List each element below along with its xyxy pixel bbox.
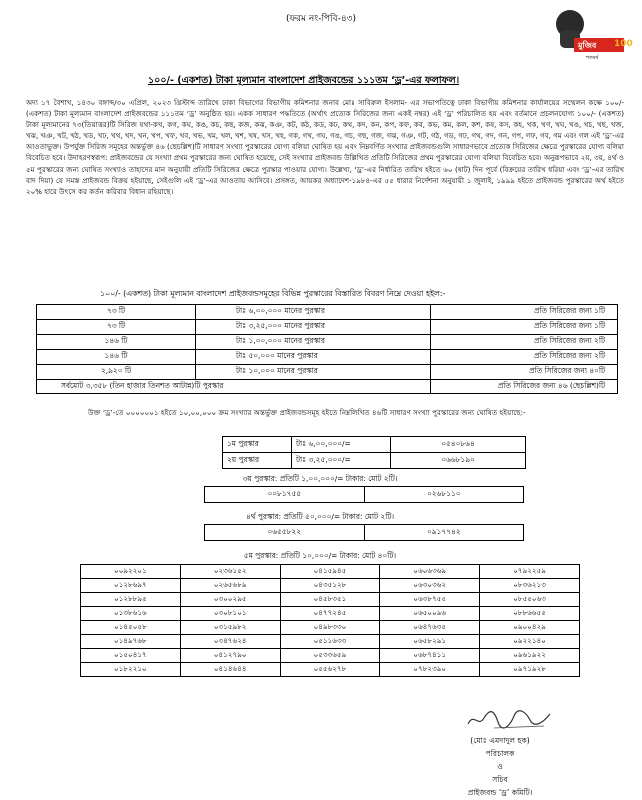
mujib-borsho-logo bbox=[548, 2, 633, 64]
table-row bbox=[81, 565, 580, 579]
body-paragraph: অদ্য ১৭ বৈশাখ, ১৪৩০ বঙ্গাব্দ/৩০ এপ্রিল, ২০২৩ খ্রিস্টাব্দ তারিখে ঢাকা বিভাগের বিভাগীয় কমিশনার জনাব মোঃ সাবিরুল ইসলাম- এর সভাপতিত্বে ঢাকা বিভাগীয় কমিশনার কার্যালয়ের সম্মেলন কক্ষে ১০০/- (একশত) টাকা মূল্যমান বাংলাদেশ প্রাইজবন্ডের ১১১তম ‘ড্র’ অনুষ্ঠিত হয়। একক সাধারণ পদ্ধতিতে (অর্থাৎ প্রত্যেক সিরিজের জন্য একই নম্বর) এই ‘ড্র’ পরিচালিত হয় এবং বর্তমানে প্রচলনযোগ্য ১০০/- (একশত) টাকা মূল্যমানের ৭৩(তিয়াত্তর)টি সিরিজ যথা-কখ, কগ, কঘ, কঙ, কচ, কছ, কজ, কঝ, কঞ, কট, কঠ, কড, কঢ, কথ, কদ, কন, কপ, কফ, কব, কভ, কম, কল, কশ, কষ, কস, কহ, খক, খগ, খঘ, খঙ, খচ, খছ, খজ, খঝ, খঞ, খট, খঠ, খড, খঢ, খথ, খদ, খন, খপ, খফ, খব, খভ, খম, খল, খশ, খষ, খস, খহ, গক, গখ, গঘ, গঙ, গচ, গছ, গজ, গঝ, গঞ, গট, গঠ, গড, গঢ, গথ, গদ, গন, গপ, গফ, গব, গম এবং গল এই ‘ড্র’-এর আওতাভুক্ত। উপর্যুক্ত সিরিজ সমূহের অন্তর্ভুক্ত ৪৬ (ছেচল্লিশ)টি সাধারণ সংখ্যা পুরস্কারের যোগ্য বলিয়া ঘোষিত হয় এবং নিম্নবর্ণিত সংখ্যার প্রাইজবন্ডগুলি সাধারণভাবে প্রত্যেক সিরিজের ক্ষেত্রে পুরস্কারের যোগ্য বলিয়া বিবেচিত হবে। উদাহরণস্বরূপ: প্রাইজবন্ডের যে সংখ্যা প্রথম পুরস্কারের জন্য ঘোষিত হয়েছে, সেই সংখ্যার প্রাইজবন্ড উল্লিখিত প্রতিটি সিরিজের প্রথম পুরস্কারের যোগ্য বলিয়া বিবেচিত হবে। অনুরূপভাবে ২য়, ৩য়, ৪র্থ ও ৫ম পুরস্কারের জন্য ঘোষিত সংখ্যাও তাহাদের মান অনুযায়ী প্রতিটি সিরিজের ক্ষেত্রে পুরস্কার পাওয়ার যোগ্য। উল্লেখ্য, ‘ড্র’-এর নির্ধারিত তারিখ হইতে ৬০ (ষাট) দিন পূর্বে (বিক্রয়ের তারিখ ধরিয়া এবং ‘ড্র’-এর তারিখ বাদ দিয়া) যে সমস্ত প্রাইজবন্ড বিক্রয় হইয়াছে, সেইগুলি এই ‘ড্র’-এর আওতায় আসিবে। প্রসঙ্গত, আয়কর অধ্যাদেশ-১৯৮৪-এর ৫৫ ধারার নির্দেশনা অনুযায়ী ১ জুলাই, ১৯৯৯ হইতে প্রাইজবন্ড পুরস্কারের অর্থ হইতে ২০% হারে উৎসে কর কর্তন করিবার বিধান রহিয়াছে। bbox=[26, 98, 625, 196]
table-row bbox=[81, 621, 580, 635]
svg-text:মুজিব: মুজিব bbox=[578, 41, 597, 50]
fifth-prize-number: ০৬৫৮২৯১ bbox=[380, 635, 480, 649]
prize-count: ৭৩ টি bbox=[37, 305, 196, 320]
signatory-designation: পরিচালক bbox=[485, 749, 515, 758]
fifth-prize-number: ০৬৩৮৭৫৫ bbox=[380, 593, 480, 607]
prize-per-series: প্রতি সিরিজের জন্য ১টি bbox=[431, 305, 618, 320]
fifth-prize-number: ০২৩৬১৫২ bbox=[180, 565, 280, 579]
fifth-prize-number: ০৮৫৫০৬৩ bbox=[480, 593, 580, 607]
table-row bbox=[81, 635, 580, 649]
fifth-prize-number: ০১২৮৬৯৭ bbox=[81, 579, 181, 593]
fourth-prize-number: ০৬৫৫৮২২ bbox=[205, 525, 365, 541]
fifth-prize-number: ০৪১৫৯৪৫ bbox=[280, 565, 380, 579]
top-prize-table bbox=[222, 436, 526, 469]
prize-per-series: প্রতি সিরিজের জন্য ২টি bbox=[431, 350, 618, 365]
fifth-prize-number: ০৩০০২৯৫ bbox=[180, 593, 280, 607]
table-row bbox=[81, 607, 580, 621]
fifth-prize-number: ০১৫০৪১৭ bbox=[81, 649, 181, 663]
fifth-prize-number: ০৫১১৬৩৩ bbox=[280, 635, 380, 649]
logo-badge: 100 bbox=[614, 39, 633, 49]
fifth-prize-number: ০৪৯৮৩৩০ bbox=[280, 621, 380, 635]
fifth-prize-number: ০৬০৬৩৬৯ bbox=[380, 565, 480, 579]
fifth-prize-number: ০৬৪৭৬৩৫ bbox=[380, 621, 480, 635]
fifth-prize-number: ০৯২২১৪০ bbox=[480, 635, 580, 649]
third-prize-number: ০২৬৮১১০ bbox=[364, 487, 524, 503]
fifth-prize-number: ০১৪৫০৫৮ bbox=[81, 621, 181, 635]
prize-amount: টাঃ ৫০,০০০ মানের পুরস্কার bbox=[196, 350, 431, 365]
signatory-committee: প্রাইজবন্ড ‘ড্র’ কমিটি। bbox=[467, 788, 533, 797]
prize-amount: টাঃ ১০,০০০ মানের পুরস্কার bbox=[196, 365, 431, 380]
table-row bbox=[223, 453, 526, 469]
prize-amount: টাঃ ৩,২৫,০০০ মানের পুরস্কার bbox=[196, 320, 431, 335]
handwritten-signature bbox=[464, 706, 554, 732]
table-row bbox=[37, 365, 618, 380]
fifth-prize-number: ০৭৮২৩৯০ bbox=[380, 663, 480, 677]
table-row bbox=[37, 320, 618, 335]
fifth-prize-number: ০৪১৪৬৪৪ bbox=[180, 663, 280, 677]
svg-text:শতবর্ষ: শতবর্ষ bbox=[586, 55, 599, 61]
prize-amount: টাঃ ৬,০০,০০০ মানের পুরস্কার bbox=[196, 305, 431, 320]
third-prize-number: ০০৮১৭৫৫ bbox=[205, 487, 365, 503]
fifth-prize-number: ০৩০৮১০১ bbox=[180, 607, 280, 621]
fifth-prize-number: ০৫৩৩৬৫৯ bbox=[280, 649, 380, 663]
table-row bbox=[81, 579, 580, 593]
page-title: ১০০/- (একশত) টাকা মূল্যমান বাংলাদেশ প্রাইজবন্ডের ১১১তম ‘ড্র’-এর ফলাফল। bbox=[148, 75, 460, 86]
fifth-prize-number: ০৮৩৬২১৩ bbox=[480, 579, 580, 593]
table-row bbox=[37, 335, 618, 350]
third-prize-table bbox=[204, 486, 524, 503]
signatory-and: ও bbox=[497, 762, 503, 771]
top-prize-label: ১ম পুরস্কার bbox=[223, 437, 292, 453]
fifth-prize-number: ০৪৭৭২৪৫ bbox=[280, 607, 380, 621]
prize-per-series: প্রতি সিরিজের জন্য ১টি bbox=[431, 320, 618, 335]
draw-range-text: উক্ত ‘ড্র’-তে ০০০০০০১ হইতে ১০,০০,০০০ ক্রম সংখ্যার অন্তর্ভুক্ত প্রাইজবন্ডসমূহ হইতে নিম্নলিখিত ৪৬টি সাধারণ সংখ্যা পুরস্কারের জন্য ঘোষিত হইয়াছে:- bbox=[88, 408, 526, 417]
fifth-prize-number: ০৪৩৫১২৮ bbox=[280, 579, 380, 593]
top-prize-amount: টাঃ ৬,০০,০০০/= bbox=[292, 437, 391, 453]
fifth-prize-number: ০৬৩০৩৬২ bbox=[380, 579, 480, 593]
fifth-prize-number: ০৩১৫৯৮২ bbox=[180, 621, 280, 635]
prize-count: ২,৯২০ টি bbox=[37, 365, 196, 380]
prize-intro: ১০০/- (একশত) টাকা মূল্যমান বাংলাদেশ প্রাইজবন্ডসমূহের বিভিন্ন পুরস্কারের বিস্তারিত বিবরণ নিম্নে দেওয়া হইল:- bbox=[100, 289, 446, 298]
fifth-prize-number: ০৪৫৮৩৫১ bbox=[280, 593, 380, 607]
top-prize-amount: টাঃ ৩,২৫,০০০/= bbox=[292, 453, 391, 469]
prize-total-per-series: প্রতি সিরিজের জন্য ৪৬ (ছেচল্লিশ)টি bbox=[431, 380, 618, 394]
prize-count: ১৪৬ টি bbox=[37, 335, 196, 350]
fifth-prize-number: ০২৬৫৬৮৯ bbox=[180, 579, 280, 593]
table-row bbox=[223, 437, 526, 453]
fifth-prize-number: ০৯০০৪২৯ bbox=[480, 621, 580, 635]
form-number: (ফরম নং-পিবি-৪৩) bbox=[285, 14, 357, 24]
table-row bbox=[37, 305, 618, 320]
table-row bbox=[37, 350, 618, 365]
fifth-prize-number: ০১৮২২১০ bbox=[81, 663, 181, 677]
prize-per-series: প্রতি সিরিজের জন্য ২টি bbox=[431, 335, 618, 350]
third-prize-heading: ৩য় পুরস্কার: প্রতিটি ১,০০,০০০/= টাকার: মোট ২টি। bbox=[242, 474, 398, 483]
table-row-total bbox=[37, 380, 618, 394]
fifth-prize-number: ০৬৫০০৯৬ bbox=[380, 607, 480, 621]
table-row bbox=[81, 593, 580, 607]
fifth-prize-number: ০৯৭১৯২৮ bbox=[480, 663, 580, 677]
top-prize-number: ০৬৬৮১৯০ bbox=[391, 453, 526, 469]
fifth-prize-number: ০৯৬১৯২২ bbox=[480, 649, 580, 663]
table-row bbox=[205, 525, 524, 541]
fifth-prize-number: ০৩৪৭৬২৪ bbox=[180, 635, 280, 649]
fifth-prize-heading: ৫ম পুরস্কার: প্রতিটি ১০,০০০/= টাকার: মোট ৪০টি। bbox=[243, 551, 397, 560]
table-row bbox=[81, 649, 580, 663]
prize-count: ৭৩ টি bbox=[37, 320, 196, 335]
fifth-prize-number: ০৬৮৭৪১১ bbox=[380, 649, 480, 663]
table-row bbox=[205, 487, 524, 503]
prize-amount: টাঃ ১,০০,০০০ মানের পুরস্কার bbox=[196, 335, 431, 350]
prize-count: ১৪৬ টি bbox=[37, 350, 196, 365]
prize-total-label: সর্বমোট ৩,৩৫৮ (তিন হাজার তিনশত আটান্ন)টি পুরস্কার bbox=[37, 380, 431, 394]
fourth-prize-heading: ৪র্থ পুরস্কার: প্রতিটি ৫০,০০০/= টাকার: মোট ২টি। bbox=[245, 512, 395, 521]
top-prize-number: ০৫৪০৮৬৪ bbox=[391, 437, 526, 453]
signatory-role: সচিব bbox=[492, 775, 508, 784]
fifth-prize-number: ০৪১২৭৯০ bbox=[180, 649, 280, 663]
fifth-prize-table bbox=[80, 564, 580, 677]
fifth-prize-number: ০৭৯২২৫৯ bbox=[480, 565, 580, 579]
fourth-prize-number: ০৯১৭৭৪২ bbox=[364, 525, 524, 541]
prize-summary-table bbox=[36, 304, 618, 394]
fifth-prize-number: ০৫৫৬২৭৮ bbox=[280, 663, 380, 677]
table-row bbox=[81, 663, 580, 677]
fifth-prize-number: ০৮৮৬৬৫৫ bbox=[480, 607, 580, 621]
prize-per-series: প্রতি সিরিজের জন্য ৪০টি bbox=[431, 365, 618, 380]
top-prize-label: ২য় পুরস্কার bbox=[223, 453, 292, 469]
fourth-prize-table bbox=[204, 524, 524, 541]
fifth-prize-number: ০১৪৯৭৬৮ bbox=[81, 635, 181, 649]
signatory-name: (মোঃ এমদাদুল হক) bbox=[470, 736, 530, 745]
fifth-prize-number: ০০৯২২০১ bbox=[81, 565, 181, 579]
fifth-prize-number: ০১২৮৮৯৫ bbox=[81, 593, 181, 607]
fifth-prize-number: ০১৩৮৬১৬ bbox=[81, 607, 181, 621]
